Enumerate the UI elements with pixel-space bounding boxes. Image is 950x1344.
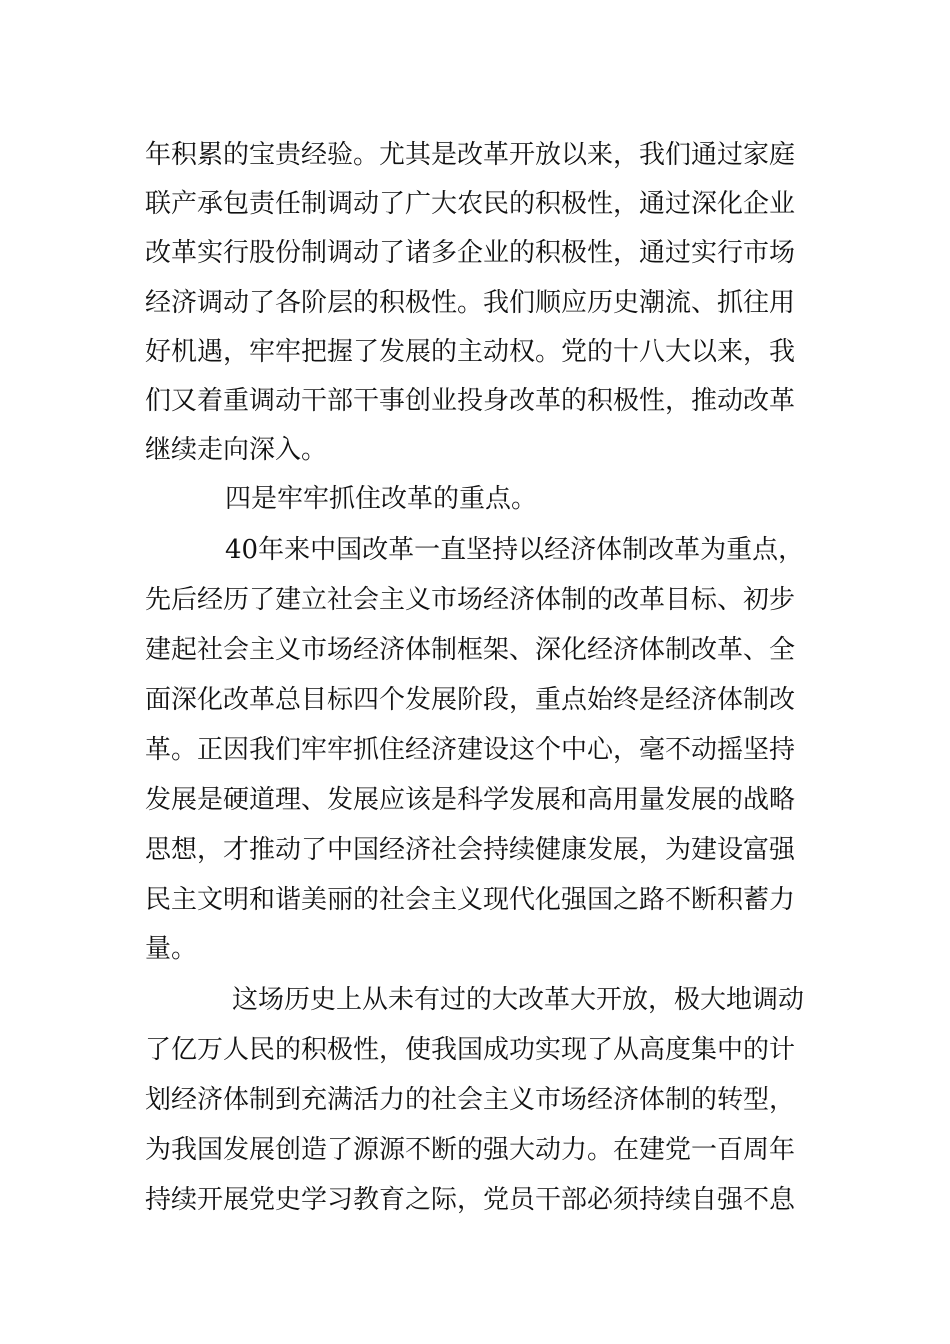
paragraph-2-line-7: 思想，才推动了中国经济社会持续健康发展，为建设富强 (145, 835, 796, 865)
paragraph-3-line-3: 划经济体制到充满活力的社会主义市场经济体制的转型， (145, 1085, 796, 1115)
paragraph-3-line-1: 这场历史上从未有过的大改革大开放，极大地调动 (232, 985, 805, 1015)
paragraph-3-line-4: 为我国发展创造了源源不断的强大动力。在建党一百周年 (145, 1135, 796, 1165)
paragraph-1-line-2: 联产承包责任制调动了广大农民的积极性，通过深化企业 (145, 189, 796, 219)
paragraph-3-line-2: 了亿万人民的积极性，使我国成功实现了从高度集中的计 (145, 1035, 796, 1065)
paragraph-2-line-1: 40年来中国改革一直坚持以经济体制改革为重点， (225, 535, 805, 565)
paragraph-2-line-9: 量。 (145, 934, 198, 964)
paragraph-3-line-5: 持续开展党史学习教育之际，党员干部必须持续自强不息 (145, 1185, 796, 1215)
paragraph-1-line-5: 好机遇，牢牢把握了发展的主动权。党的十八大以来，我 (145, 337, 796, 367)
paragraph-1-line-6: 们又着重调动干部干事创业投身改革的积极性，推动改革 (145, 386, 796, 416)
section-heading: 四是牢牢抓住改革的重点。 (225, 484, 538, 514)
paragraph-1-line-7: 继续走向深入。 (145, 435, 328, 465)
paragraph-1-line-4: 经济调动了各阶层的积极性。我们顺应历史潮流、抓往用 (145, 288, 796, 318)
paragraph-1-line-3: 改革实行股份制调动了诸多企业的积极性，通过实行市场 (145, 238, 796, 268)
paragraph-2-line-3: 建起社会主义市场经济体制框架、深化经济体制改革、全 (145, 635, 796, 665)
paragraph-2-line-6: 发展是硬道理、发展应该是科学发展和高用量发展的战略 (145, 785, 796, 815)
paragraph-1-line-1: 年积累的宝贵经验。尤其是改革开放以来，我们通过家庭 (145, 140, 796, 170)
paragraph-2-line-8: 民主文明和谐美丽的社会主义现代化强国之路不断积蓄力 (145, 885, 796, 915)
paragraph-2-line-5: 革。正因我们牢牢抓住经济建设这个中心，毫不动摇坚持 (145, 735, 796, 765)
paragraph-2-line-4: 面深化改革总目标四个发展阶段，重点始终是经济体制改 (145, 685, 796, 715)
paragraph-2-line-2: 先后经历了建立社会主义市场经济体制的改革目标、初步 (145, 585, 796, 615)
